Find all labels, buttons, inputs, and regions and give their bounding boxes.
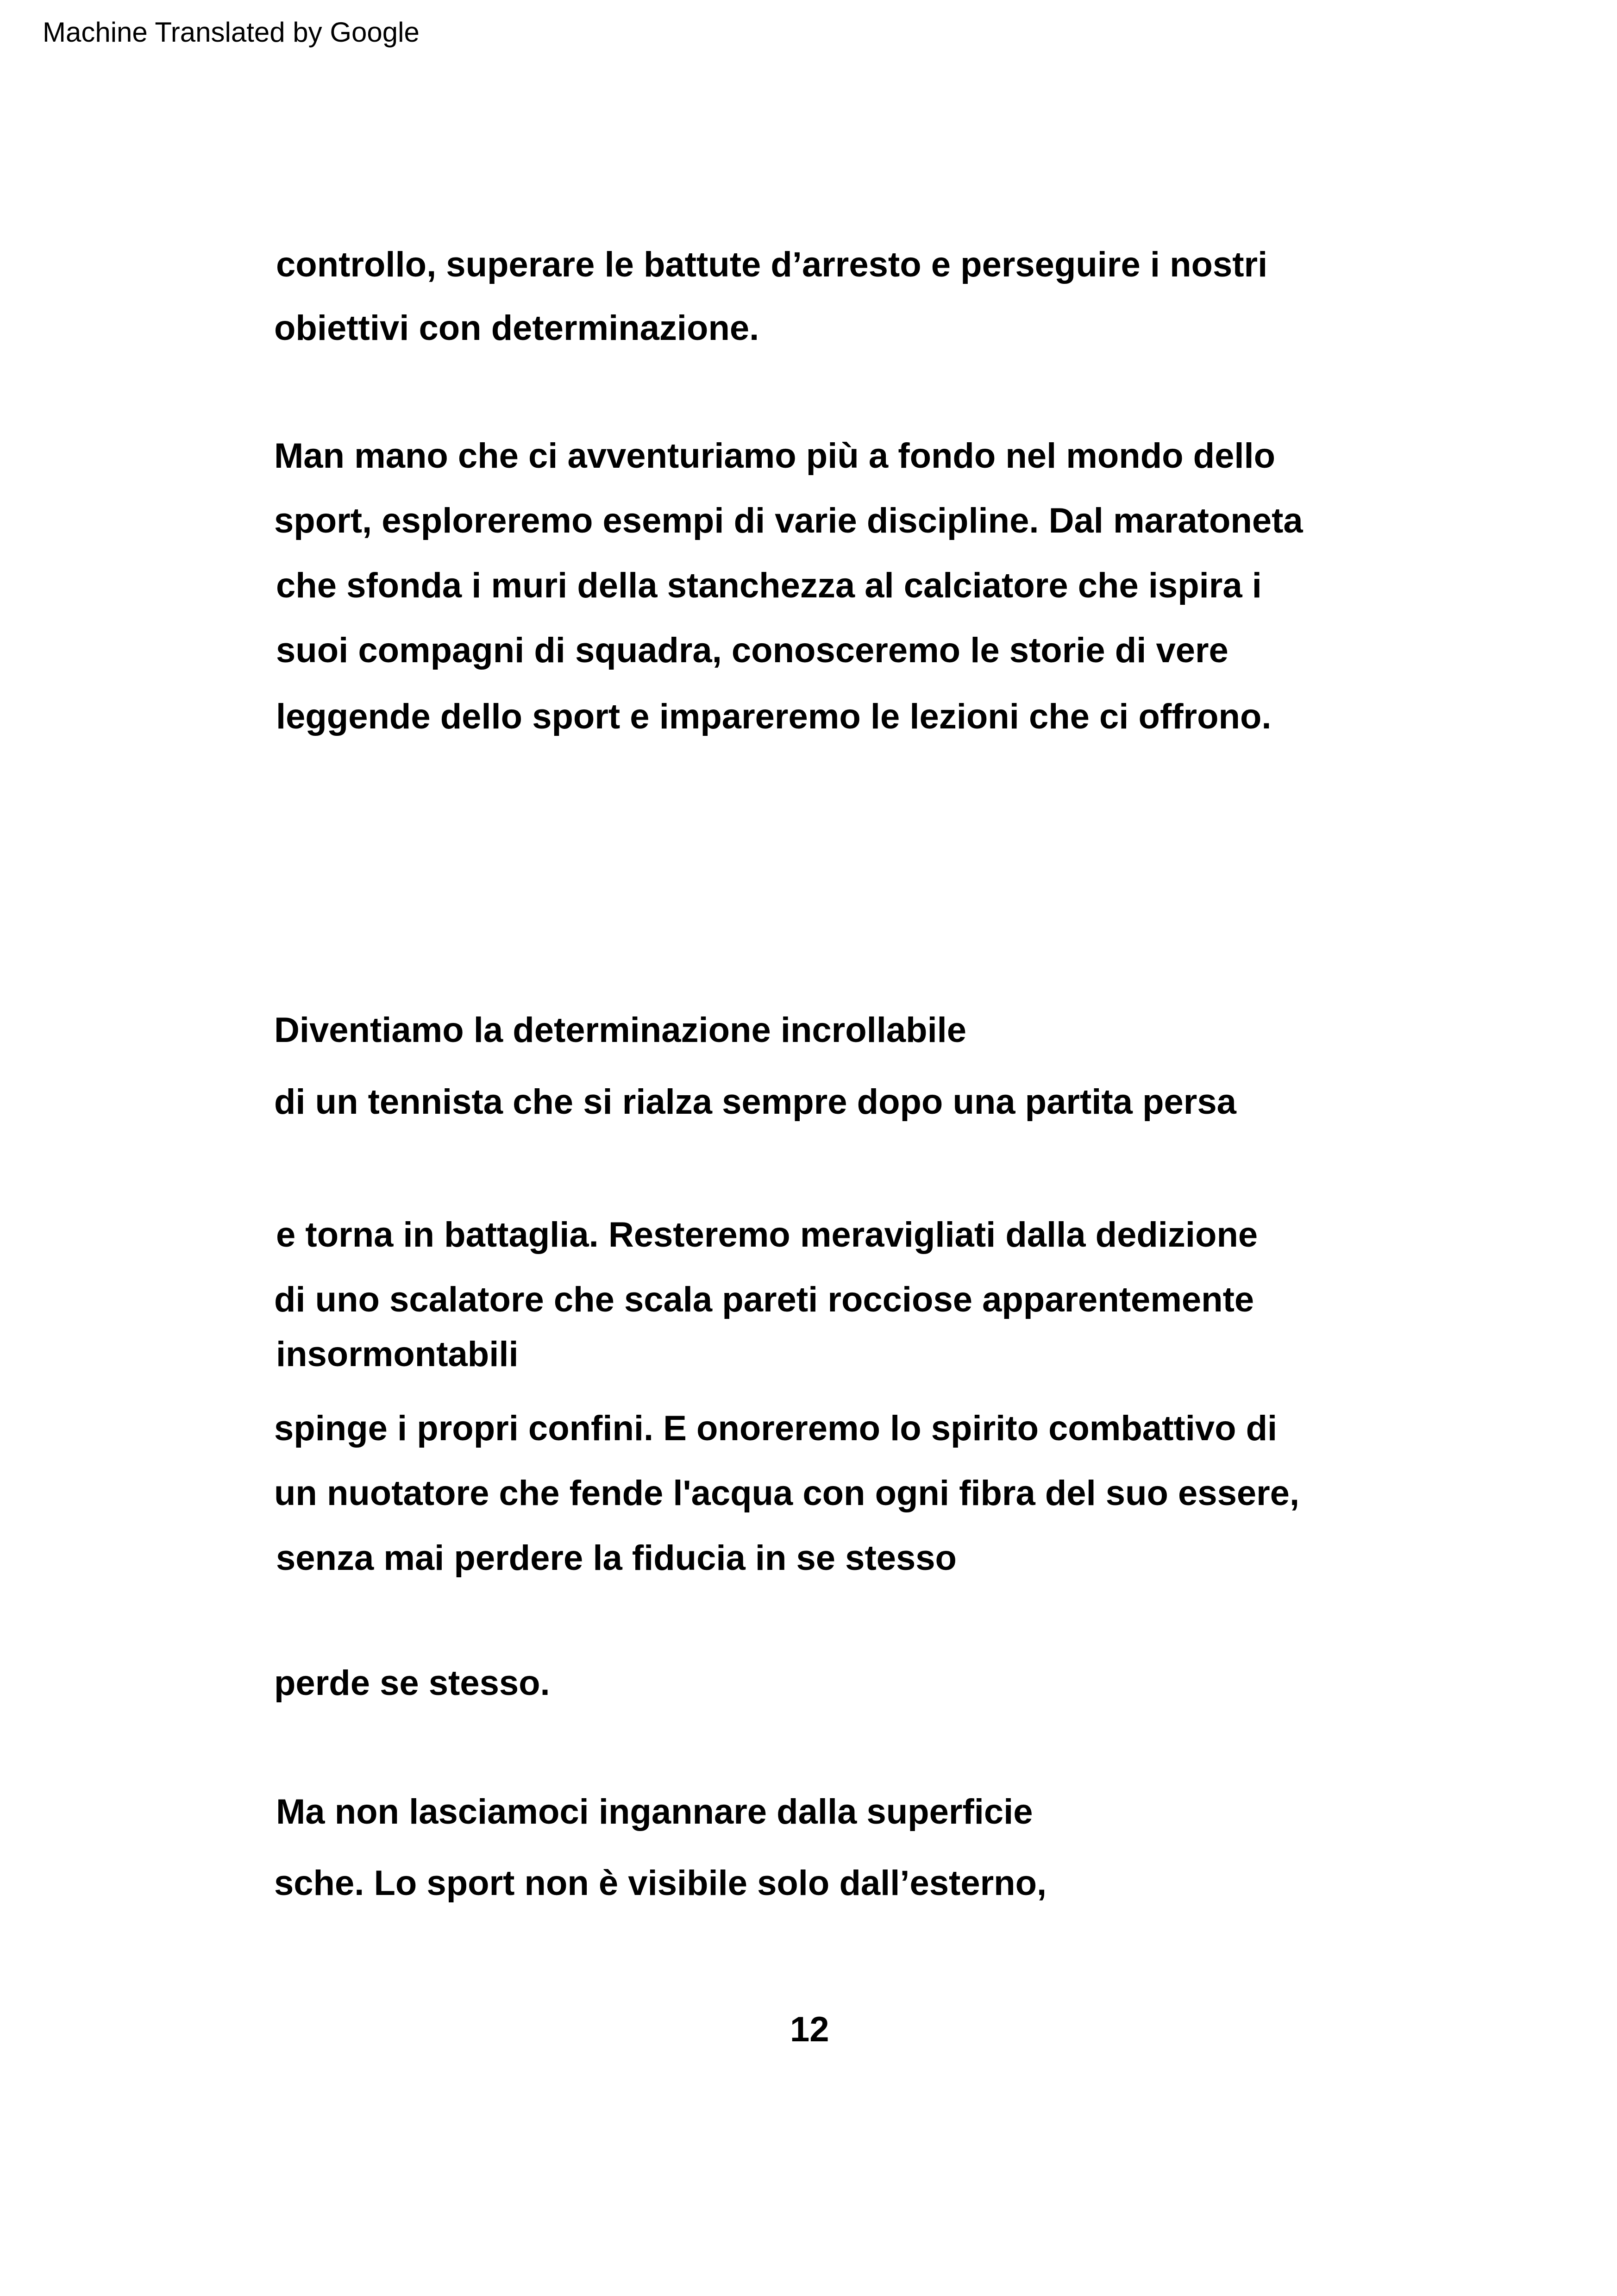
page-number: 12 (790, 2010, 829, 2049)
text-line: Man mano che ci avventuriamo più a fondo nel mondo dello (274, 436, 1276, 476)
text-line: sche. Lo sport non è visibile solo dall’esterno, (274, 1863, 1047, 1903)
text-line: un nuotatore che fende l'acqua con ogni fibra del suo essere, (274, 1474, 1300, 1513)
text-line: senza mai perdere la fiducia in se stesso (276, 1538, 957, 1578)
text-line: Ma non lasciamoci ingannare dalla superficie (276, 1792, 1033, 1832)
text-line: Diventiamo la determinazione incrollabile (274, 1010, 967, 1050)
text-line: obiettivi con determinazione. (274, 308, 759, 348)
text-line: controllo, superare le battute d’arresto e perseguire i nostri (276, 245, 1268, 284)
text-line: suoi compagni di squadra, conosceremo le storie di vere (276, 631, 1228, 670)
text-line: insormontabili (276, 1335, 519, 1374)
machine-translation-note: Machine Translated by Google (43, 17, 420, 48)
text-line: che sfonda i muri della stanchezza al calciatore che ispira i (276, 566, 1262, 605)
text-line: di uno scalatore che scala pareti rocciose apparentemente (274, 1280, 1254, 1319)
text-line: perde se stesso. (274, 1663, 550, 1703)
text-line: spinge i propri confini. E onoreremo lo spirito combattivo di (274, 1409, 1278, 1448)
text-line: leggende dello sport e impareremo le lezioni che ci offrono. (276, 697, 1272, 736)
text-line: sport, esploreremo esempi di varie discipline. Dal maratoneta (274, 501, 1303, 540)
text-line: e torna in battaglia. Resteremo meravigliati dalla dedizione (276, 1215, 1258, 1255)
text-line: di un tennista che si rialza sempre dopo una partita persa (274, 1082, 1236, 1122)
